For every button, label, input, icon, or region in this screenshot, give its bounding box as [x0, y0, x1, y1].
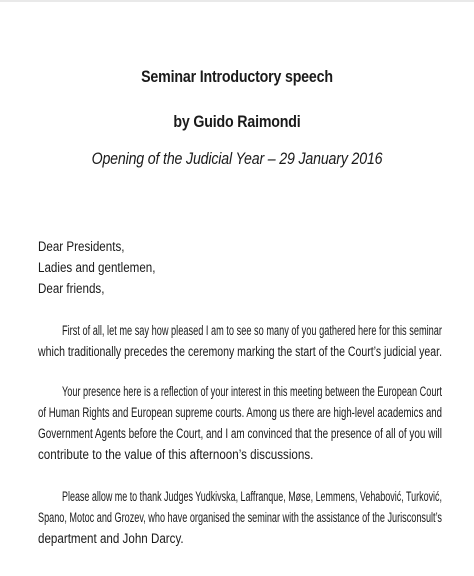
salutation-line: Dear friends, [38, 281, 105, 296]
document-subtitle: Opening of the Judicial Year – 29 January 2016 [91, 150, 383, 168]
paragraph-line: which traditionally precedes the ceremony marking the start of the Court’s judicial year. [38, 344, 443, 359]
paragraph-3 [38, 486, 442, 549]
salutation-block [38, 236, 175, 299]
paragraph-line: Government Agents before the Court, and I am convinced that the presence of all of you will [38, 426, 442, 441]
salutation-line: Ladies and gentlemen, [38, 260, 156, 275]
document-author: by Guido Raimondi [173, 113, 301, 131]
paragraph-line: of Human Rights and European supreme courts. Among us there are high-level academics and [38, 405, 442, 420]
document-title: Seminar Introductory speech [141, 68, 333, 86]
paragraph-2 [38, 381, 442, 465]
paragraph-1 [38, 320, 442, 362]
paragraph-line: First of all, let me say how pleased I am to see so many of you gathered here for this seminar [62, 323, 442, 338]
paragraph-line: Your presence here is a reflection of your interest in this meeting between the European Court [62, 384, 443, 399]
paragraph-line: Please allow me to thank Judges Yudkivska, Laffranque, Møse, Lemmens, Vehabović, Turković, [62, 489, 443, 504]
salutation-line: Dear Presidents, [38, 239, 125, 254]
paragraph-line: department and John Darcy. [38, 531, 184, 546]
top-divider [0, 0, 474, 2]
paragraph-line: Spano, Motoc and Grozev, who have organised the seminar with the assistance of the Jurisconsult’s [38, 510, 442, 525]
paragraph-line: contribute to the value of this afternoon’s discussions. [38, 447, 314, 462]
